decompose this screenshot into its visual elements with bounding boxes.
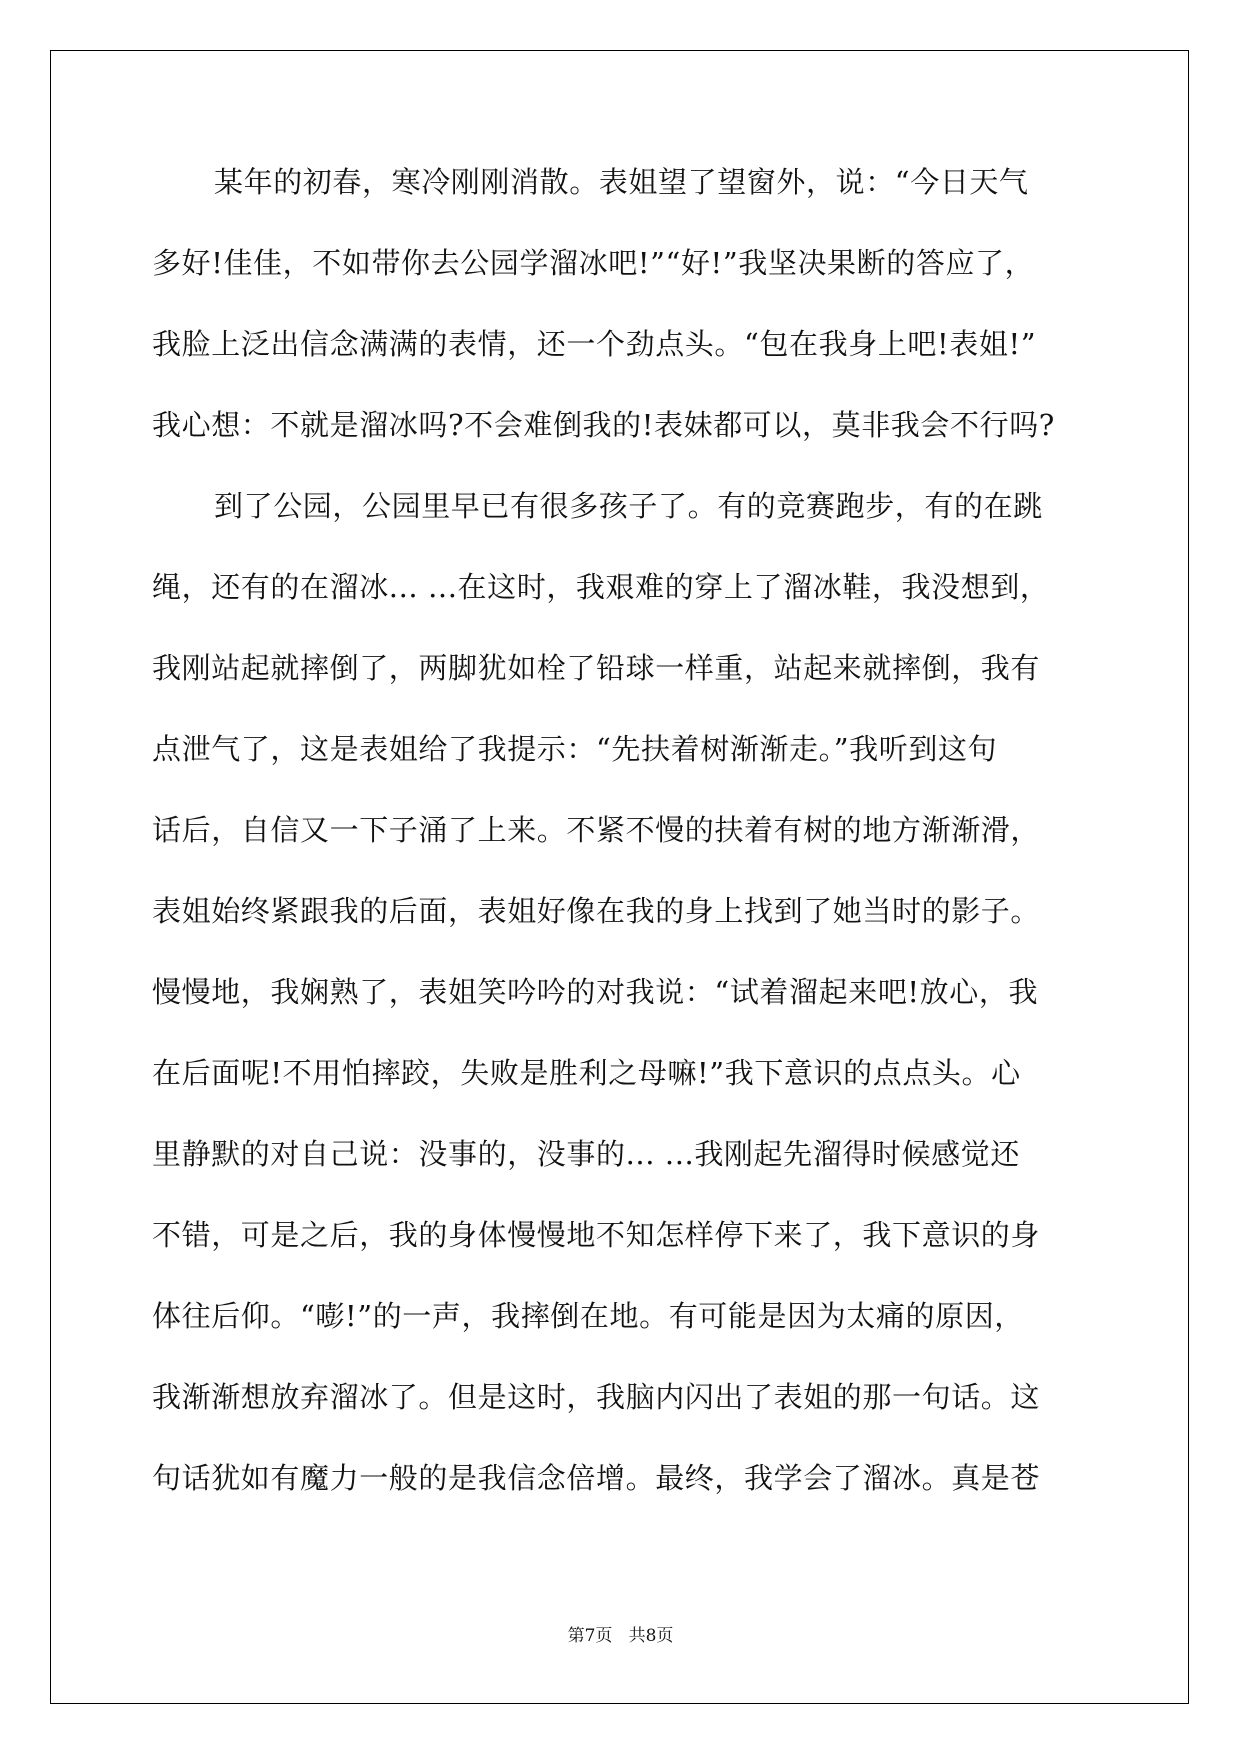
- text-line: 我脸上泛出信念满满的表情，还一个劲点头。“包在我身上吧!表姐!”: [152, 327, 1037, 361]
- text-line: 句话犹如有魔力一般的是我信念倍增。最终，我学会了溜冰。真是苍: [152, 1461, 1041, 1495]
- text-line: 到了公园，公园里早已有很多孩子了。有的竞赛跑步，有的在跳: [214, 489, 1043, 523]
- text-line: 在后面呢!不用怕摔跤，失败是胜利之母嘛!”我下意识的点点头。心: [152, 1056, 1021, 1090]
- text-line: 点泄气了，这是表姐给了我提示：“先扶着树渐渐走。”我听到这句: [152, 732, 998, 766]
- text-line: 不错，可是之后，我的身体慢慢地不知怎样停下来了，我下意识的身: [152, 1218, 1041, 1252]
- text-line: 我渐渐想放弃溜冰了。但是这时，我脑内闪出了表姐的那一句话。这: [152, 1380, 1041, 1414]
- text-line: 表姐始终紧跟我的后面，表姐好像在我的身上找到了她当时的影子。: [152, 894, 1041, 928]
- text-line: 绳，还有的在溜冰... ...在这时，我艰难的穿上了溜冰鞋，我没想到，: [152, 570, 1050, 604]
- page-number-footer: 第7页 共8页: [567, 1626, 674, 1646]
- text-line: 体往后仰。“嘭!”的一声，我摔倒在地。有可能是因为太痛的原因，: [152, 1299, 1024, 1333]
- text-line: 话后，自信又一下子涌了上来。不紧不慢的扶着有树的地方渐渐滑，: [152, 813, 1041, 847]
- text-line: 某年的初春，寒冷刚刚消散。表姐望了望窗外，说：“今日天气: [214, 165, 1029, 199]
- text-line: 我刚站起就摔倒了，两脚犹如栓了铅球一样重，站起来就摔倒，我有: [152, 651, 1041, 685]
- text-line: 我心想：不就是溜冰吗?不会难倒我的!表妹都可以，莫非我会不行吗?: [152, 408, 1055, 442]
- text-line: 多好!佳佳，不如带你去公园学溜冰吧!”“好!”我坚决果断的答应了，: [152, 246, 1035, 280]
- text-line: 里静默的对自己说：没事的，没事的... ...我刚起先溜得时候感觉还: [152, 1137, 1020, 1171]
- text-line: 慢慢地，我娴熟了，表姐笑吟吟的对我说：“试着溜起来吧!放心，我: [152, 975, 1039, 1009]
- document-body: [152, 166, 1092, 1543]
